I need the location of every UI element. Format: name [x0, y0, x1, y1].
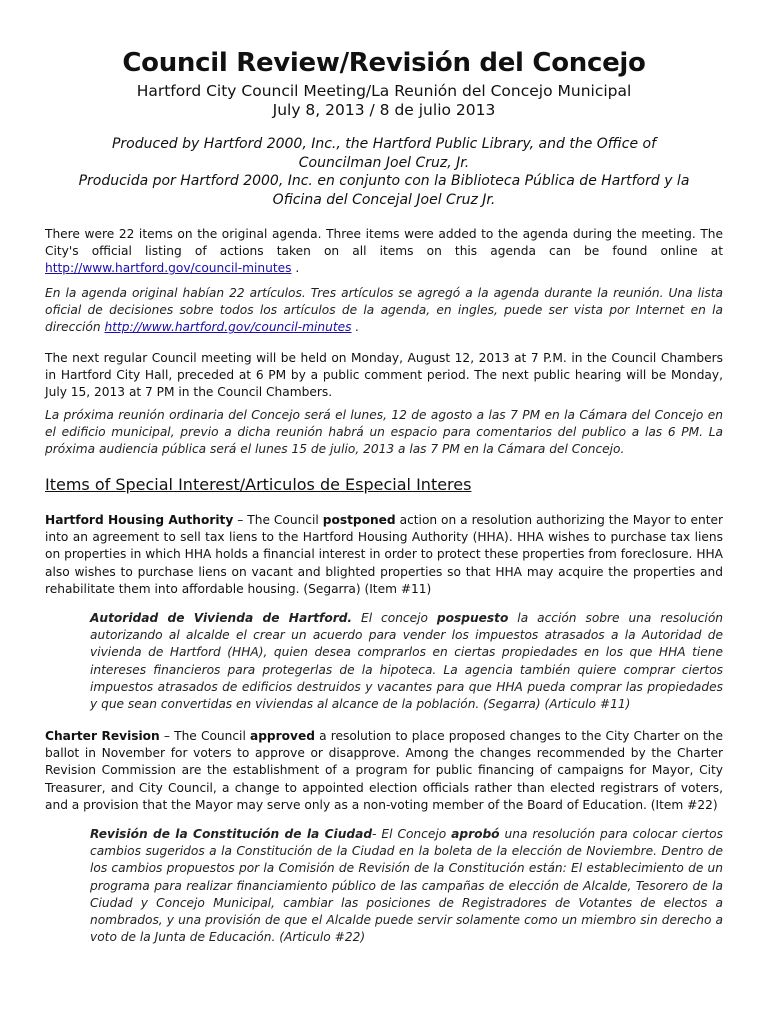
hha-item-dash: – The Council	[233, 513, 323, 527]
charter-item-name-es: Revisión de la Constitución de la Ciudad	[90, 827, 373, 841]
producers-credit	[70, 135, 698, 209]
producers-spanish: Producida por Hartford 2000, Inc. en conjunto con la Biblioteca Pública de Hartford y la Oficina del Concejal Joel Cruz Jr.	[78, 173, 690, 208]
council-minutes-link[interactable]: http://www.hartford.gov/council-minutes	[45, 261, 292, 276]
intro-english-end: .	[291, 261, 300, 276]
next-meeting-english: The next regular Council meeting will be held on Monday, August 12, 2013 at 7 P.M. in the Council Chambers in Hartford City Hall, preceded at 6 PM by a public comment period. The next public hearing will be Monday, July 15, 2013 at 7 PM in the Council Chambers.	[45, 351, 723, 400]
intro-spanish	[45, 285, 723, 337]
intro-spanish-text: En la agenda original habían 22 artículos. Tres artículos se agregó a la agenda durante la reunión. Una lista oficial de decisiones sobre todos los artículos de la agenda, en ingles, puede ser vista por Internet en la dirección	[45, 286, 723, 335]
hha-item-english	[45, 512, 723, 598]
hha-item-action-es: pospuesto	[436, 611, 509, 625]
charter-item-pre-es: - El Concejo	[372, 827, 452, 841]
document-subtitle	[0, 82, 768, 120]
charter-item-spanish	[90, 826, 723, 946]
meeting-name: Hartford City Council Meeting/La Reunión del Concejo Municipal	[136, 82, 632, 100]
hha-item-body: action on a resolution authorizing the Mayor to enter into an agreement to sell tax liens to the Hartford Housing Authority (HHA). HHA wishes to purchase tax liens on properties in which HHA holds a financial interest in order to protect these properties from foreclosure. HHA also wishes to purchase liens on vacant and blighted properties so that HHA may acquire the properties and rehabilitate them into affordable housing. (Segarra) (Item #11)	[45, 513, 723, 596]
charter-item-action: approved	[249, 729, 315, 743]
charter-item-dash: – The Council	[159, 729, 250, 743]
hha-item-name-es: Autoridad de Vivienda de Hartford.	[90, 611, 353, 625]
intro-spanish-end: .	[351, 320, 360, 335]
charter-item-body: a resolution to place proposed changes to the City Charter on the ballot in November for voters to approve or disapprove. Among the changes recommended by the Charter Revision Commission are the establishment of a program for public financing of campaigns for Mayor, City Treasurer, and City Council, a change to appointed election officials rather than elected registrars of voters, and a provision that the Mayor may serve only as a non-voting member of the Board of Education. (Item #22)	[45, 729, 723, 812]
next-meeting-spanish: La próxima reunión ordinaria del Concejo será el lunes, 12 de agosto a las 7 PM en la Cámara del Concejo en el edificio municipal, previo a dicha reunión habrá un espacio para comentarios del publico a las 6 PM. La próxima audiencia pública será el lunes 15 de julio, 2013 a las 7 PM en la Cámara del Concejo.	[45, 408, 723, 457]
charter-item-name: Charter Revision	[45, 729, 160, 743]
hha-item-pre-es: El concejo	[352, 611, 437, 625]
charter-item-action-es: aprobó	[451, 827, 500, 841]
hha-item-name: Hartford Housing Authority	[45, 513, 234, 527]
intro-english-text: There were 22 items on the original agenda. Three items were added to the agenda during the meeting. The City's official listing of actions taken on all items on this agenda can be found online at	[45, 227, 723, 259]
meeting-date: July 8, 2013 / 8 de julio 2013	[272, 101, 496, 119]
section-heading: Items of Special Interest/Articulos de Especial Interes	[45, 475, 472, 494]
hha-item-spanish	[90, 610, 723, 713]
hha-item-body-es: la acción sobre una resolución autorizando al alcalde el crear un acuerdo para vender los impuestos atrasados a la Autoridad de vivienda de Hartford (HHA), quien desea comprarlos en ciertas propiedades en los que HHA tiene intereses financieros para protegerlas de la hipoteca. La agencia también quiere comprar ciertos impuestos atrasados de edificios destruidos y vacantes para que HHA pueda comprar las propiedades y que sean convertidas en viviendas al alcance de la población. (Segarra) (Articulo #11)	[90, 611, 723, 712]
intro-english	[45, 226, 723, 278]
document-title: Council Review/Revisión del Concejo	[122, 48, 646, 78]
charter-item-body-es: una resolución para colocar ciertos cambios sugeridos a la Constitución de la Ciudad en la boleta de la elección de Noviembre. Dentro de los cambios propuestos por la Comisión de Revisión de la Constitución están: El establecimiento de un programa para realizar financiamiento público de las campañas de elección de Alcalde, Tesorero de la Ciudad y Concejo Municipal, cambiar las posiciones de Registradores de Votantes de electos a nombrados, y una provisión de que el Alcalde puede servir solamente como un miembro sin derecho a voto de la Junta de Educación. (Articulo #22)	[90, 827, 723, 945]
producers-english: Produced by Hartford 2000, Inc., the Hartford Public Library, and the Office of Councilman Joel Cruz, Jr.	[111, 136, 657, 171]
charter-item-english	[45, 728, 723, 814]
hha-item-action: postponed	[322, 513, 396, 527]
council-minutes-link-es[interactable]: http://www.hartford.gov/council-minutes	[104, 320, 352, 335]
